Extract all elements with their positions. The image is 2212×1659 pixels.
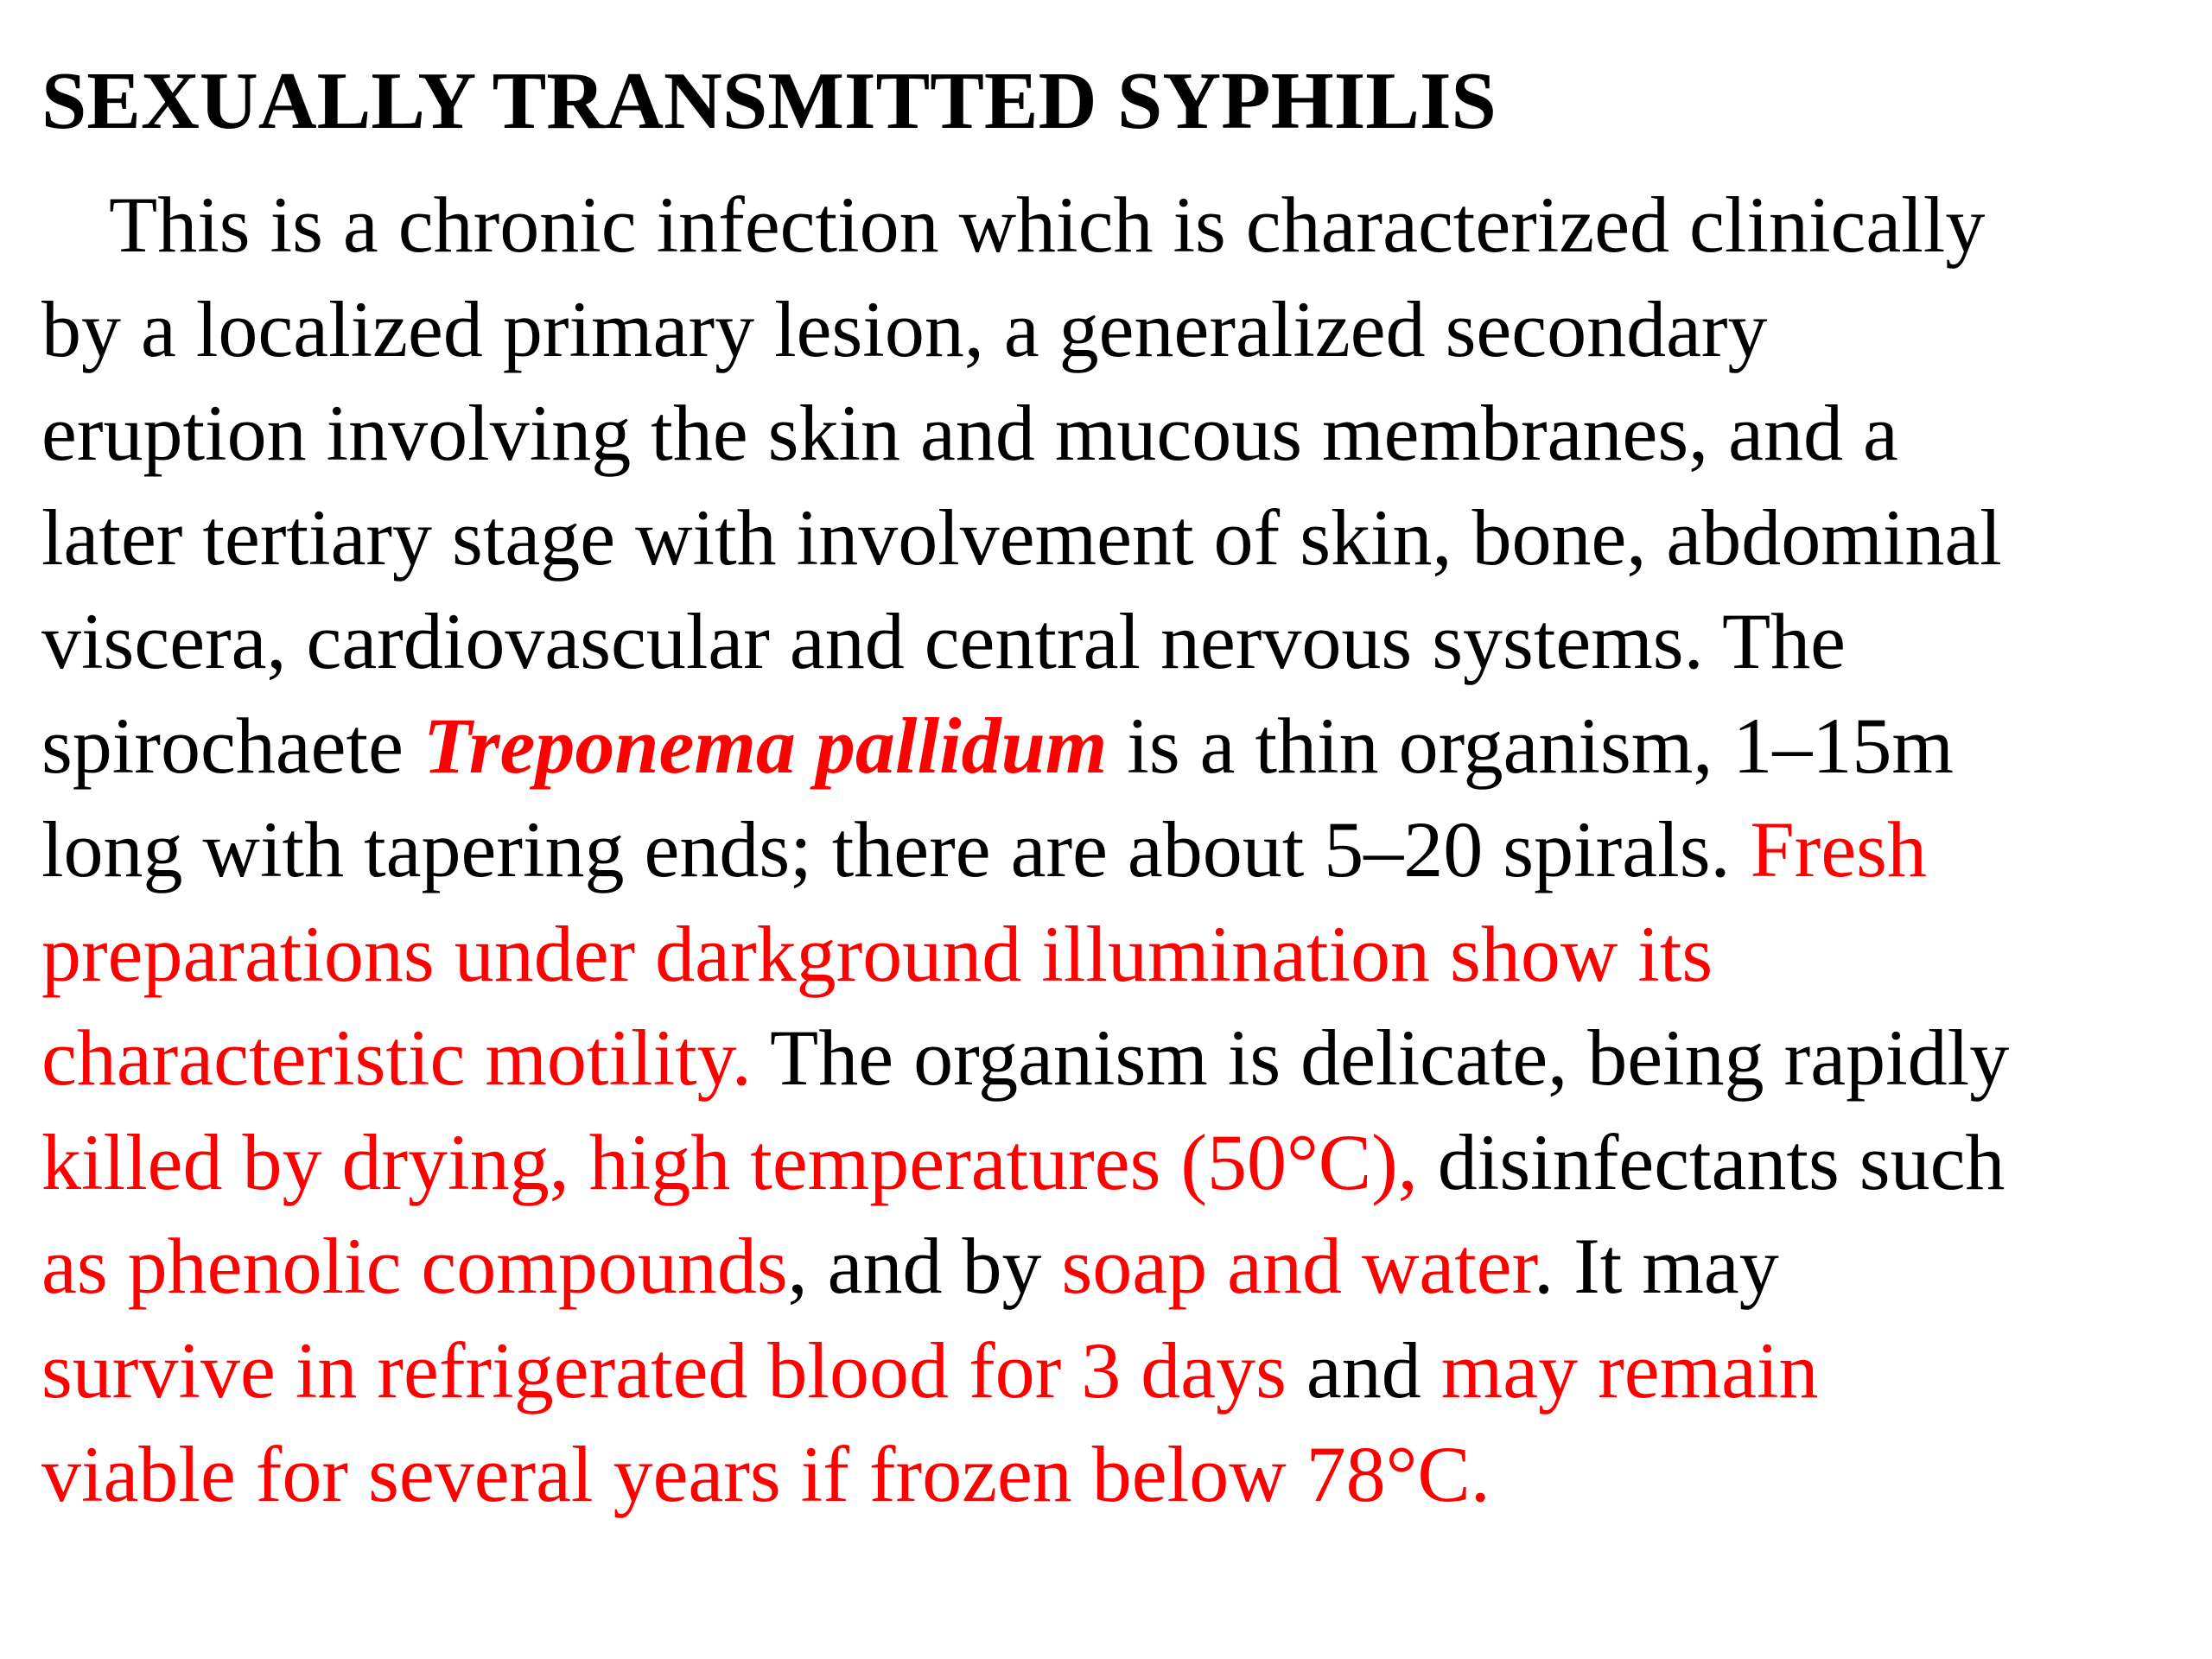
highlight-run: as phenolic compounds bbox=[41, 1222, 788, 1310]
text-line-13 bbox=[41, 1422, 2193, 1527]
text-line-1 bbox=[41, 173, 2193, 277]
text-run: later tertiary stage with involvement of skin, bone, abdominal bbox=[41, 493, 2002, 582]
text-run: is a thin organism, 1–15m bbox=[1107, 701, 1954, 790]
text-line-4 bbox=[41, 486, 2193, 590]
text-run: by a localized primary lesion, a generalized secondary bbox=[41, 284, 1768, 373]
text-line-7 bbox=[41, 798, 2193, 902]
text-line-6 bbox=[41, 694, 2193, 798]
text-run: and bbox=[1286, 1325, 1441, 1414]
highlight-run: survive in refrigerated blood for 3 days bbox=[41, 1325, 1287, 1414]
text-run: disinfectants such bbox=[1417, 1117, 2005, 1206]
slide-title: SEXUALLY TRANSMITTED SYPHILIS bbox=[41, 56, 1497, 146]
text-run: spirochaete bbox=[41, 701, 423, 790]
text-line-9 bbox=[41, 1006, 2193, 1110]
text-run: . It may bbox=[1534, 1222, 1779, 1310]
text-line-11 bbox=[41, 1214, 2193, 1319]
highlight-run: killed by drying, high temperatures (50°C), bbox=[41, 1117, 1418, 1206]
text-run: viscera, cardiovascular and central nervous systems. The bbox=[41, 597, 1846, 685]
highlight-run: Fresh bbox=[1750, 805, 1927, 893]
text-run: , and by bbox=[787, 1222, 1062, 1310]
text-line-10 bbox=[41, 1110, 2193, 1215]
text-line-12 bbox=[41, 1319, 2193, 1423]
body-paragraph bbox=[41, 173, 2193, 1527]
text-line-3 bbox=[41, 381, 2193, 486]
text-line-5 bbox=[41, 589, 2193, 694]
highlight-run: may remain bbox=[1440, 1325, 1819, 1414]
species-name-highlight: Treponema pallidum bbox=[423, 701, 1108, 790]
text-line-8 bbox=[41, 902, 2193, 1007]
text-run: This is a chronic infection which is characterized clinically bbox=[109, 181, 1986, 269]
text-run: The organism is delicate, being rapidly bbox=[751, 1014, 2010, 1102]
highlight-run: characteristic motility. bbox=[41, 1014, 752, 1102]
highlight-run: viable for several years if frozen below 78°C. bbox=[41, 1430, 1491, 1518]
highlight-run: preparations under darkground illumination show its bbox=[41, 909, 1713, 998]
text-line-2 bbox=[41, 277, 2193, 382]
text-run: long with tapering ends; there are about 5–20 spirals. bbox=[41, 805, 1751, 893]
text-run: eruption involving the skin and mucous membranes, and a bbox=[41, 389, 1898, 477]
highlight-run: soap and water bbox=[1061, 1222, 1535, 1310]
